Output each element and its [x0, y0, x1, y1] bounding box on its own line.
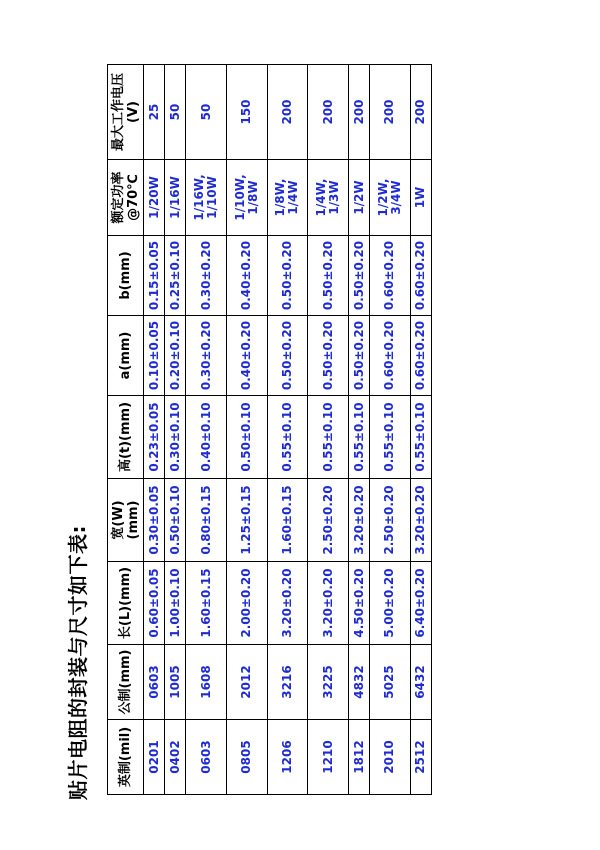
cell-b: 0.60±0.20 — [370, 236, 411, 316]
cell-power — [308, 160, 349, 236]
cell-metric: 1005 — [165, 645, 186, 720]
cell-metric: 3225 — [308, 645, 349, 720]
power-line: 1/16W — [167, 176, 182, 219]
cell-imperial: 2010 — [370, 720, 411, 795]
cell-metric: 6432 — [410, 645, 431, 720]
cell-a: 0.60±0.20 — [370, 316, 411, 396]
cell-length: 4.50±0.20 — [349, 562, 370, 645]
cell-a: 0.10±0.05 — [144, 316, 165, 396]
cell-imperial: 0603 — [186, 720, 227, 795]
cell-voltage: 50 — [165, 65, 186, 160]
cell-metric: 2012 — [226, 645, 267, 720]
cell-a: 0.30±0.20 — [186, 316, 227, 396]
cell-length: 3.20±0.20 — [308, 562, 349, 645]
cell-power — [410, 160, 431, 236]
header-length: 长(L)(mm) — [108, 562, 144, 645]
cell-voltage: 25 — [144, 65, 165, 160]
cell-power — [267, 160, 308, 236]
cell-power — [370, 160, 411, 236]
cell-voltage: 50 — [186, 65, 227, 160]
cell-b: 0.25±0.10 — [165, 236, 186, 316]
cell-width: 1.60±0.15 — [267, 479, 308, 562]
cell-imperial: 0201 — [144, 720, 165, 795]
cell-imperial: 0805 — [226, 720, 267, 795]
cell-width: 3.20±0.20 — [410, 479, 431, 562]
cell-length: 2.00±0.20 — [226, 562, 267, 645]
header-b: b(mm) — [108, 236, 144, 316]
cell-height: 0.40±0.10 — [186, 396, 227, 479]
cell-height: 0.55±0.10 — [308, 396, 349, 479]
cell-metric: 4832 — [349, 645, 370, 720]
cell-length: 6.40±0.20 — [410, 562, 431, 645]
cell-voltage: 200 — [267, 65, 308, 160]
cell-width: 0.80±0.15 — [186, 479, 227, 562]
power-line: 1/3W — [327, 180, 342, 215]
cell-imperial: 2512 — [410, 720, 431, 795]
cell-length: 1.60±0.15 — [186, 562, 227, 645]
header-imperial: 英制(mil) — [108, 720, 144, 795]
power-line: 1/4W, — [314, 178, 329, 217]
cell-power — [349, 160, 370, 236]
cell-metric: 5025 — [370, 645, 411, 720]
table-row — [186, 65, 227, 795]
cell-height: 0.55±0.10 — [267, 396, 308, 479]
cell-metric: 0603 — [144, 645, 165, 720]
cell-a: 0.50±0.20 — [267, 316, 308, 396]
cell-power — [226, 160, 267, 236]
cell-b: 0.50±0.20 — [308, 236, 349, 316]
cell-a: 0.50±0.20 — [308, 316, 349, 396]
power-line: 1/10W, — [232, 174, 247, 221]
resistor-package-table — [107, 64, 432, 795]
power-line: 1/16W, — [192, 174, 207, 221]
power-line: 1/20W — [146, 176, 161, 219]
cell-width: 1.25±0.15 — [226, 479, 267, 562]
table-row — [349, 65, 370, 795]
header-voltage: 最大工作电压(V) — [108, 65, 144, 160]
cell-voltage: 200 — [370, 65, 411, 160]
cell-a: 0.20±0.10 — [165, 316, 186, 396]
table-row — [370, 65, 411, 795]
table-row — [410, 65, 431, 795]
power-line: 1/10W — [205, 176, 220, 219]
header-width: 宽(W)(mm) — [108, 479, 144, 562]
cell-power — [165, 160, 186, 236]
cell-width: 3.20±0.20 — [349, 479, 370, 562]
cell-height: 0.50±0.10 — [226, 396, 267, 479]
cell-height: 0.23±0.05 — [144, 396, 165, 479]
header-power: 额定功率@70℃ — [108, 160, 144, 236]
page-title: 贴片电阻的封装与尺寸如下表: — [66, 525, 90, 800]
power-line: 1/2W, — [375, 178, 390, 217]
cell-b: 0.60±0.20 — [410, 236, 431, 316]
cell-width: 0.50±0.10 — [165, 479, 186, 562]
cell-voltage: 200 — [349, 65, 370, 160]
cell-b: 0.40±0.20 — [226, 236, 267, 316]
header-height: 高(t)(mm) — [108, 396, 144, 479]
cell-metric: 1608 — [186, 645, 227, 720]
cell-imperial: 1812 — [349, 720, 370, 795]
cell-width: 0.30±0.05 — [144, 479, 165, 562]
table-row — [267, 65, 308, 795]
cell-imperial: 1206 — [267, 720, 308, 795]
cell-b: 0.50±0.20 — [349, 236, 370, 316]
power-line: 1/4W — [286, 180, 301, 215]
header-row — [108, 65, 144, 795]
cell-power — [186, 160, 227, 236]
cell-length: 0.60±0.05 — [144, 562, 165, 645]
cell-width: 2.50±0.20 — [308, 479, 349, 562]
cell-length: 5.00±0.20 — [370, 562, 411, 645]
power-line: 1/2W — [351, 180, 366, 215]
cell-voltage: 150 — [226, 65, 267, 160]
power-line: 1W — [413, 186, 428, 209]
cell-a: 0.60±0.20 — [410, 316, 431, 396]
cell-height: 0.55±0.10 — [349, 396, 370, 479]
cell-width: 2.50±0.20 — [370, 479, 411, 562]
cell-a: 0.50±0.20 — [349, 316, 370, 396]
cell-imperial: 0402 — [165, 720, 186, 795]
cell-voltage: 200 — [308, 65, 349, 160]
cell-metric: 3216 — [267, 645, 308, 720]
cell-height: 0.55±0.10 — [370, 396, 411, 479]
cell-a: 0.40±0.20 — [226, 316, 267, 396]
table-row — [308, 65, 349, 795]
table-row — [165, 65, 186, 795]
cell-power — [144, 160, 165, 236]
table-container — [107, 65, 432, 795]
power-line: 3/4W — [388, 180, 403, 215]
cell-voltage: 200 — [410, 65, 431, 160]
header-metric: 公制(mm) — [108, 645, 144, 720]
power-line: 1/8W, — [273, 178, 288, 217]
table-row — [226, 65, 267, 795]
table-row — [144, 65, 165, 795]
cell-b: 0.50±0.20 — [267, 236, 308, 316]
cell-b: 0.15±0.05 — [144, 236, 165, 316]
cell-length: 1.00±0.10 — [165, 562, 186, 645]
table-body — [144, 65, 432, 795]
cell-length: 3.20±0.20 — [267, 562, 308, 645]
cell-height: 0.55±0.10 — [410, 396, 431, 479]
header-a: a(mm) — [108, 316, 144, 396]
cell-height: 0.30±0.10 — [165, 396, 186, 479]
cell-b: 0.30±0.20 — [186, 236, 227, 316]
power-line: 1/8W — [245, 180, 260, 215]
cell-imperial: 1210 — [308, 720, 349, 795]
